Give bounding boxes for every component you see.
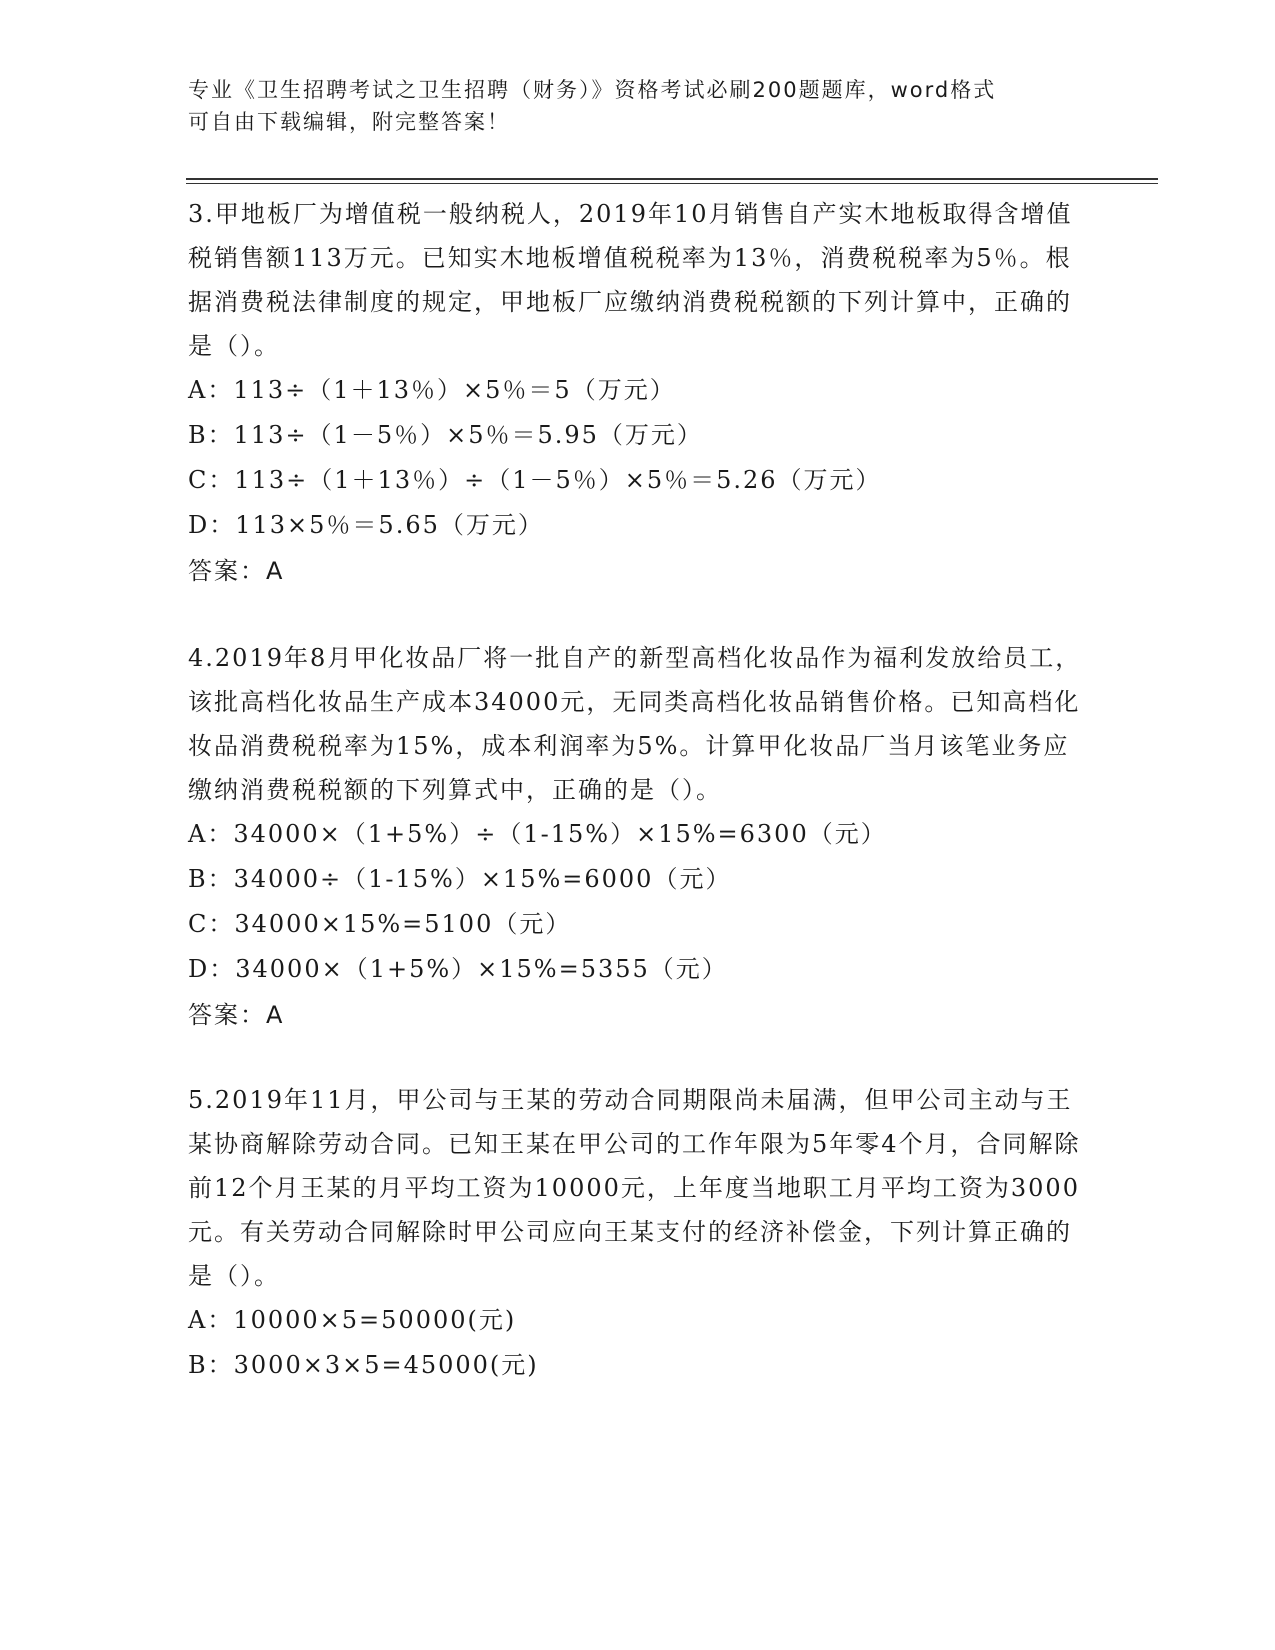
option-a: A：113÷（1＋13％）×5％＝5（万元） xyxy=(188,376,676,404)
option-d: D：113×5％＝5.65（万元） xyxy=(188,511,544,539)
question-4 xyxy=(188,636,1088,1038)
option-c: C：113÷（1＋13％）÷（1－5％）×5％＝5.26（万元） xyxy=(188,466,882,494)
option-c: C：34000×15%=5100（元） xyxy=(188,910,572,938)
question-gap xyxy=(188,594,1088,636)
header-rule xyxy=(186,178,1158,180)
option-a: A：10000×5=50000(元) xyxy=(188,1306,517,1334)
answer: 答案：A xyxy=(188,557,285,585)
header-line-2: 可自由下载编辑，附完整答案！ xyxy=(188,110,510,134)
question-gap xyxy=(188,1038,1088,1078)
option-b: B：3000×3×5=45000(元) xyxy=(188,1351,539,1379)
page-header xyxy=(188,74,1088,138)
document-body xyxy=(188,192,1088,1388)
option-b: B：113÷（1－5％）×5％＝5.95（万元） xyxy=(188,421,703,449)
header-rule-thin xyxy=(186,183,1158,184)
option-b: B：34000÷（1-15%）×15%=6000（元） xyxy=(188,865,732,893)
answer: 答案：A xyxy=(188,1001,285,1029)
question-stem: 3.甲地板厂为增值税一般纳税人，2019年10月销售自产实木地板取得含增值税销售额113万元。已知实木地板增值税税率为13％，消费税税率为5％。根据消费税法律制度的规定，甲地板厂应缴纳消费税税额的下列计算中，正确的是（）。 xyxy=(188,200,1073,360)
option-d: D：34000×（1+5%）×15%=5355（元） xyxy=(188,955,728,983)
question-stem: 4.2019年8月甲化妆品厂将一批自产的新型高档化妆品作为福利发放给员工，该批高档化妆品生产成本34000元，无同类高档化妆品销售价格。已知高档化妆品消费税税率为15%，成本利润率为5%。计算甲化妆品厂当月该笔业务应缴纳消费税税额的下列算式中，正确的是（）。 xyxy=(188,644,1082,804)
question-5 xyxy=(188,1078,1088,1388)
option-a: A：34000×（1+5%）÷（1-15%）×15%=6300（元） xyxy=(188,820,887,848)
header-line-1: 专业《卫生招聘考试之卫生招聘（财务）》资格考试必刷200题题库，word格式 xyxy=(188,78,997,102)
question-3 xyxy=(188,192,1088,594)
question-stem: 5.2019年11月，甲公司与王某的劳动合同期限尚未届满，但甲公司主动与王某协商解除劳动合同。已知王某在甲公司的工作年限为5年零4个月，合同解除前12个月王某的月平均工资为10000元，上年度当地职工月平均工资为3000元。有关劳动合同解除时甲公司应向王某支付的经济补偿金，下列计算正确的是（）。 xyxy=(188,1086,1081,1290)
